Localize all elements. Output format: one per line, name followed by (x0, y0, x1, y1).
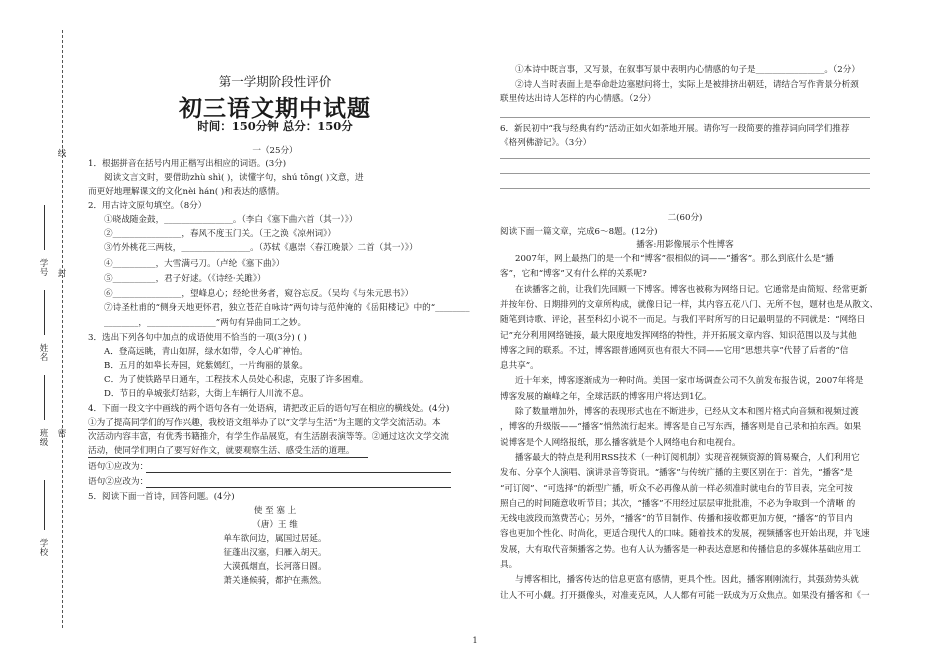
q3-option-d: D．节日的阜城张灯结彩，大街上车辆行人川流不息。 (104, 389, 309, 399)
class-line (44, 375, 45, 420)
q4-passage-3: 活动，使同学们明白了要写好作文，就要观察生活、感受生活的道理。 (88, 446, 355, 456)
q2-title: 2．用古诗文原句填空。（8分） (88, 201, 207, 211)
q4-answer-2-label: 语句②应改为： (88, 477, 149, 487)
q2-item-1: ①晓战随金鼓，________________。（李白《塞下曲六首（其一）》） (104, 215, 358, 225)
poem-line: 萧关逢候骑，都护在燕然。 (223, 576, 327, 586)
q3-option-b: B．五月的如皋长寿园，姹紫嫣红，一片绚丽的景象。 (104, 361, 308, 371)
q1-title: 1．根据拼音在括号内用正楷写出相应的词语。(3分) (88, 159, 287, 169)
article-line: 2007年，网上最热门的是一个和“博客”很相似的词——“播客”。那么到底什么是“播 (515, 254, 834, 264)
q4-passage-1: ①为了提高同学们的写作兴趣，我校语文组举办了以“文学与生活”为主题的文学交流活动。本 (88, 418, 441, 428)
school-label: 学校 (39, 539, 49, 558)
q6-prompt-a: 6．新民初中“我与经典有约”活动正如火如荼地开展。请你写一段简要的推荐词向同学们推荐 (500, 124, 850, 134)
article-line: 并按年份、日期排列的文章所构成，就像日记一样，其内容五花八门、无所不包，题材也是从散文、 (500, 299, 879, 310)
article-line: 容也更加个性化、时尚化，更适合现代人的口味。随着技术的发展，视频播客也开始出现，并飞速 (500, 529, 870, 540)
article-line: 无线电波段而煞费苦心；另外，“播客”的节目制作、传播和接收都更加方便，“播客”的节目内 (500, 514, 853, 525)
q6-answer-line[interactable] (500, 188, 870, 189)
article-line: 博客发展的巅峰之年，全球活跃的博客用户将达到1亿。 (500, 391, 712, 402)
article-line: “可订阅”、“可选择”的新型广播，听众不必再像从前一样必须准时就电台的节目表，完全可按 (500, 483, 853, 494)
school-line (44, 480, 45, 530)
page-number: 1 (472, 636, 478, 645)
article-line: 发展，大有取代音频播客之势。也有人认为播客是一种表达意愿和传播信息的多媒体基础应用工 (500, 544, 861, 555)
name-label: 姓名 (39, 344, 49, 363)
q5-sub-2b: 联里传达出诗人怎样的内心情感。（2分） (500, 94, 656, 104)
binding-dashed-line (62, 30, 63, 628)
article-line: 让人不可小觑。打开摄像头，对准麦克风，人人都有可能一跃成为万众焦点。如果没有播客和《一 (500, 590, 870, 601)
article-line: 照自己的时间随意收听节目；其次，“播客”不用经过层层审批批准，不必为争取到一个清晰 的 (500, 498, 856, 509)
q4-answer-1-label: 语句①应改为： (88, 462, 149, 472)
seal-label-bottom: 密 (57, 429, 67, 439)
q2-item-5: ⑤__________，君子好逑。（《诗经·关雎》） (104, 274, 266, 284)
article-line: 具。 (500, 560, 518, 570)
article-line: 随笔到诗歌、评论，甚至科幻小说不一而足。与我们平时所写的日记最明显的不同就是：“网络日 (500, 315, 866, 326)
q3-title: 3．选出下列各句中加点的成语使用不恰当的一项(3分) ( ) (88, 333, 307, 343)
poem-line: 征蓬出汉塞，归雁入胡天。 (223, 548, 327, 558)
seal-label-top: 线 (57, 149, 67, 159)
q5-answer-line[interactable] (500, 117, 870, 118)
q2-item-4: ④__________，大雪满弓刀。（卢纶《塞下曲》） (104, 259, 285, 269)
q1-line1: 阅读文言文时，要借助zhù shì( )，读懂字句，shú tōng( )文意，进 (104, 173, 364, 183)
section-1-heading: 一（25分） (252, 146, 298, 156)
poem-title: 使 至 塞 上 (253, 506, 297, 516)
q2-item-2: ②________________，春风不度玉门关。（王之涣《凉州词》） (104, 229, 337, 239)
q2-item-3: ③竹外桃花三两枝，________________。（苏轼《惠崇〈春江晚景〉二首（其一）》） (104, 243, 418, 253)
q2-item-7b: ________，________________”两句有异曲同工之妙。 (104, 318, 307, 328)
poem-author: （唐）王 维 (252, 520, 298, 530)
section-2-heading: 二(60分) (667, 213, 703, 223)
student-no-line (44, 205, 45, 250)
q4-passage-2: 次活动内容丰富，有优秀书籍推介，有学生作品展览，有生活剧表演等等。②通过这次文学交流 (88, 432, 449, 442)
poem-line: 大漠孤烟直，长河落日圆。 (223, 562, 327, 572)
seal-label-mid: 封 (57, 269, 67, 279)
article-line: 记”充分利用网络链接，最大限度地发挥网络的特性，并开拓展文章内容、知识范围以及与其他 (500, 330, 857, 341)
student-no-label: 学号 (39, 259, 49, 278)
article-line: 播客最大的特点是利用RSS技术（一种订阅机制）实现音视频资源的简易聚合，人们利用它 (515, 452, 860, 463)
q6-answer-line[interactable] (500, 173, 870, 174)
exam-subtitle: 第一学期阶段性评价 (218, 74, 332, 89)
q4-answer-2-line[interactable] (146, 487, 451, 488)
article-title: 播客:用影像展示个性博客 (636, 240, 734, 250)
article-line: 息共享”。 (500, 361, 539, 372)
q3-option-c: C．为了使铁路早日通车，工程技术人员处心积虑，克服了许多困难。 (104, 375, 369, 385)
article-line: 发布、分享个人演唱、演讲录音等资讯。“播客”与传统广播的主要区别在于：首先，“播客”是 (500, 468, 853, 479)
exam-meta: 时间：150分钟 总分：150分 (197, 119, 353, 133)
exam-title: 初三语文期中试题 (179, 95, 371, 122)
q4-answer-1-line[interactable] (146, 472, 451, 473)
q5-title: 5．阅读下面一首诗，回答问题。(4分) (88, 492, 235, 502)
article-line: 与博客相比，播客传达的信息更富有感情，更具个性。因此，播客刚刚流行，其强劲势头就 (515, 575, 859, 586)
article-line: 除了数量增加外，博客的表现形式也在不断进步，已经从文本和图片格式向音频和视频过渡 (515, 407, 859, 417)
q6-prompt-b: 《格列佛游记》。（3分） (500, 138, 592, 148)
q5-sub-2a: ②诗人当时表面上是奉命赴边塞慰问将士，实际上是被排挤出朝廷，请结合写作背景分析颈 (515, 80, 859, 90)
q4-intro: 4．下面一段文字中画线的两个语句各有一处语病，请把改正后的语句写在相应的横线处。(4分) (88, 404, 450, 414)
article-line: 近十年来，博客逐渐成为一种时尚。美国一家市场调查公司不久前发布报告说，2007年将是 (515, 376, 864, 387)
q2-item-7a: ⑦诗圣杜甫的“侧身天地更怀君，独立苍茫自咏诗”两句诗与范仲淹的《岳阳楼记》中的“________ (104, 303, 470, 313)
q1-line2: 而更好地理解课文的文化nèi hán( )和表达的感情。 (88, 187, 285, 197)
q3-option-a: A．登高远眺，青山如屏，绿水如带，令人心旷神怡。 (104, 347, 308, 357)
article-line: 在读播客之前，让我们先回顾一下博客。博客也被称为网络日记。它通常是由简短、经常更新 (515, 284, 868, 295)
q6-answer-line[interactable] (500, 158, 870, 159)
q5-sub-1: ①本诗中既言事，又写景，在叙事写景中表明内心情感的句子是________________。（2分） (515, 65, 860, 75)
reading-intro: 阅读下面一篇文章，完成6～8题。(12分) (500, 227, 658, 237)
article-line: 说博客是个人网络报纸，那么播客就是个人网络电台和电视台。 (500, 437, 741, 448)
q4-underline-1 (88, 429, 204, 430)
article-line: 客”，它和“博客”又有什么样的关系呢? (500, 269, 647, 280)
article-line: ，博客的升级版——“播客”悄然流行起来。博客是自己写东西，播客则是自己录和拍东西。如果 (500, 422, 862, 433)
q2-item-6: ⑥________________，望峰息心；经纶世务者，窥谷忘反。（吴均《与朱元思书》） (104, 289, 414, 299)
q4-underline-2 (88, 457, 368, 458)
name-line (44, 290, 45, 335)
article-line: 博客之间的联系。不过，博客跟普通网页也有很大不同——它用“思想共享”代替了后者的“信 (500, 345, 849, 356)
class-label: 班级 (39, 429, 49, 448)
poem-line: 单车欲问边，属国过居延。 (223, 534, 327, 544)
